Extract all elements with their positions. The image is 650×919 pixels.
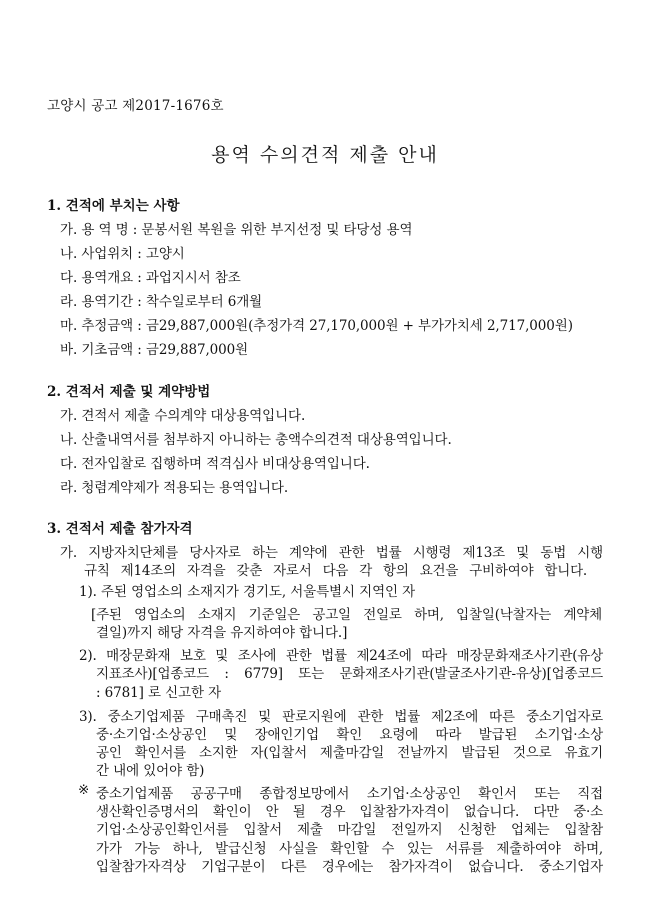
section3-item1-note-line1: [주된 영업소의 소재지 기준일은 공고일 전일로 하며, 입찰일(낙찰자는 계약체 <box>91 607 602 623</box>
section1-item-name: 가. 용 역 명 : 문봉서원 복원을 위한 부지선정 및 타당성 용역 <box>60 222 413 238</box>
section1-item-period: 라. 용역기간 : 착수일로부터 6개월 <box>60 294 263 310</box>
section3-heading: 3. 견적서 제출 참가자격 <box>47 521 193 537</box>
section3-item2-line1: 2). 매장문화재 보호 및 조사에 관한 법률 제24조에 따라 매장문화재조사기관(유상 <box>79 648 603 664</box>
document-title: 용역 수의견적 제출 안내 <box>211 144 439 166</box>
section3-item3-line4: 간 내에 있어야 함) <box>96 763 205 779</box>
section2-item-c: 다. 전자입찰로 집행하며 적격심사 비대상용역입니다. <box>60 456 370 472</box>
section3-note-line5: 입찰참가자격상 기업구분이 다른 경우에는 참가자격이 없습니다. 중소기업자 <box>96 859 603 875</box>
section3-ga-line1: 가. 지방자치단체를 당사자로 하는 계약에 관한 법률 시행령 제13조 및 동법 시행 <box>60 545 603 561</box>
section3-note-line1: 중소기업제품 공공구매 종합정보망에서 소기업·소상공인 확인서 또는 직접 <box>96 786 603 802</box>
section3-note-line2: 생산확인증명서의 확인이 안 될 경우 입찰참가자격이 없습니다. 다만 중·소 <box>96 804 603 820</box>
section3-item2-line2: 지표조사)[업종코드 : 6779] 또는 문화재조사기관(발굴조사기관-유상)[업종코드 <box>96 666 603 682</box>
section3-item3-line1: 3). 중소기업제품 구매촉진 및 판로지원에 관한 법률 제2조에 따른 중소기업자로 <box>79 709 603 725</box>
section2-item-b: 나. 산출내역서를 첨부하지 아니하는 총액수의견적 대상용역입니다. <box>60 432 452 448</box>
section3-item2-line3: : 6781] 로 신고한 자 <box>96 685 222 701</box>
section3-item3-line3: 공인 확인서를 소지한 자(입찰서 제출마감일 전날까지 발급된 것으로 유효기 <box>96 745 603 761</box>
section2-item-a: 가. 견적서 제출 수의계약 대상용역입니다. <box>60 408 306 424</box>
section3-ga-line2: 규칙 제14조의 자격을 갖춘 자로서 다음 각 항의 요건을 구비하여야 합니다. <box>84 563 587 579</box>
section1-item-location: 나. 사업위치 : 고양시 <box>60 246 185 262</box>
section3-item3-line2: 중·소기업·소상공인 및 장애인기업 확인 요령에 따라 발급된 소기업·소상 <box>96 727 603 743</box>
note-mark-icon: ※ <box>78 782 90 798</box>
section2-item-d: 라. 청렴계약제가 적용되는 용역입니다. <box>60 480 289 496</box>
section3-item1: 1). 주된 영업소의 소재지가 경기도, 서울특별시 지역인 자 <box>79 584 416 600</box>
section1-item-estimated-amount: 마. 추정금액 : 금29,887,000원(추정가격 27,170,000원 + 부가가치세 2,717,000원) <box>60 318 573 334</box>
section3-item1-note-line2: 결일)까지 해당 자격을 유지하여야 합니다.] <box>96 625 348 641</box>
section1-item-base-amount: 바. 기초금액 : 금29,887,000원 <box>60 342 249 358</box>
notice-number: 고양시 공고 제2017-1676호 <box>47 98 224 114</box>
section3-note-line3: 기업·소상공인확인서를 입찰서 제출 마감일 전일까지 신청한 업체는 입찰참 <box>96 822 603 838</box>
section2-heading: 2. 견적서 제출 및 계약방법 <box>47 384 211 400</box>
section1-item-overview: 다. 용역개요 : 과업지시서 참조 <box>60 270 241 286</box>
section3-note-line4: 가가 가능 하나, 발급신청 사실을 확인할 수 있는 서류를 제출하여야 하며, <box>96 841 603 857</box>
section1-heading: 1. 견적에 부치는 사항 <box>47 198 180 214</box>
